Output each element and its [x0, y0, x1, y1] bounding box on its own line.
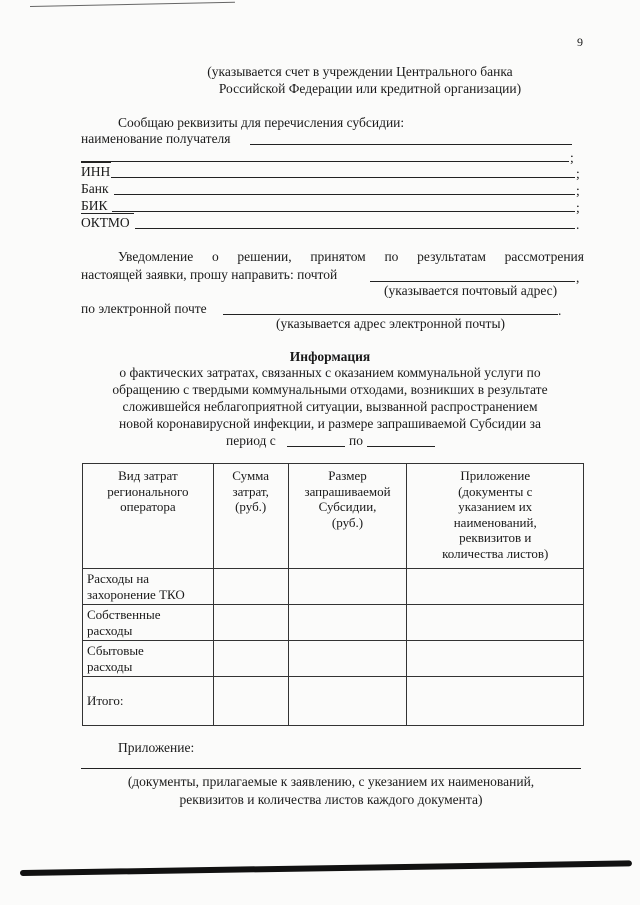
bik-label: БИК — [81, 198, 108, 213]
requisites-intro: Сообщаю реквизиты для перечисления субсидии: — [118, 115, 405, 130]
semicolon-1: ; — [570, 150, 574, 165]
email-field[interactable] — [223, 314, 558, 315]
account-note-line1: (указывается счет в учреждении Центрального банка — [207, 64, 513, 79]
cell-input[interactable] — [407, 605, 584, 641]
oktmo-label: ОКТМО — [81, 215, 130, 230]
period-from-label: период с — [226, 433, 276, 448]
semicolon-3: ; — [576, 183, 580, 198]
cell-input[interactable] — [288, 569, 407, 605]
cell-input[interactable] — [407, 569, 584, 605]
attachment-note-line1: (документы, прилагаемые к заявлению, с укезанием их наименований, — [127, 774, 535, 789]
period-to-label: по — [349, 433, 363, 448]
scan-artifact-top — [30, 2, 235, 7]
header-cost-sum: Сумма затрат, (руб.) — [213, 464, 288, 569]
recipient-field-line2[interactable] — [81, 161, 569, 162]
row-label-disposal: Расходы на захоронение ТКО — [83, 569, 214, 605]
row-label-total: Итого: — [83, 677, 214, 726]
cell-input[interactable] — [213, 605, 288, 641]
dot-1: . — [576, 217, 580, 232]
oktmo-overline — [81, 213, 134, 214]
scan-artifact-bottom — [20, 860, 632, 876]
cell-input[interactable] — [288, 641, 407, 677]
inn-label: ИНН — [81, 164, 111, 179]
cell-input[interactable] — [407, 677, 584, 726]
bik-field[interactable] — [112, 211, 575, 212]
period-to-field[interactable] — [367, 446, 435, 447]
postal-note: (указывается почтовый адрес) — [384, 283, 558, 298]
cell-input[interactable] — [213, 641, 288, 677]
inn-overline — [81, 162, 111, 163]
cell-input[interactable] — [407, 641, 584, 677]
cell-input[interactable] — [288, 605, 407, 641]
account-note-line2: Российской Федерации или кредитной организации) — [218, 81, 522, 96]
postal-address-field[interactable] — [370, 281, 575, 282]
cell-input[interactable] — [288, 677, 407, 726]
table-row — [83, 605, 584, 641]
page-number: 9 — [577, 35, 583, 49]
notification-line2: настоящей заявки, прошу направить: почтой — [81, 267, 338, 282]
inn-field[interactable] — [111, 177, 575, 178]
info-line2: обращению с твердыми коммунальными отходами, возникших в результате — [112, 382, 548, 397]
email-note: (указывается адрес электронной почты) — [276, 316, 506, 331]
costs-table — [82, 463, 584, 726]
table-row — [83, 677, 584, 726]
header-cost-type: Вид затрат регионального оператора — [83, 464, 214, 569]
info-line3: сложившейся неблагоприятной ситуации, вызванной распространением — [122, 399, 538, 414]
recipient-label: наименование получателя — [81, 131, 231, 146]
info-line4: новой коронавирусной инфекции, и размере запрашиваемой Субсидии за — [119, 416, 541, 431]
recipient-field[interactable] — [250, 144, 572, 145]
cell-input[interactable] — [213, 569, 288, 605]
attachment-note-line2: реквизитов и количества листов каждого документа) — [179, 792, 483, 807]
attachment-label: Приложение: — [118, 740, 195, 755]
table-row — [83, 569, 584, 605]
row-label-own-costs: Собственные расходы — [83, 605, 214, 641]
period-from-field[interactable] — [287, 446, 345, 447]
table-row — [83, 641, 584, 677]
comma-1: , — [576, 270, 580, 285]
table-header-row — [83, 464, 584, 569]
row-label-sales-costs: Сбытовые расходы — [83, 641, 214, 677]
header-attachment: Приложение (документы с указанием их наименований, реквизитов и количества листов) — [407, 464, 584, 569]
dot-2: . — [558, 303, 562, 318]
semicolon-4: ; — [576, 200, 580, 215]
bank-field[interactable] — [114, 194, 575, 195]
email-label: по электронной почте — [81, 301, 207, 316]
oktmo-field[interactable] — [135, 228, 575, 229]
semicolon-2: ; — [576, 166, 580, 181]
notification-line1: Уведомление о решении, принятом по результатам рассмотрения — [118, 249, 584, 264]
info-title: Информация — [289, 349, 371, 364]
info-line1: о фактических затратах, связанных с оказанием коммунальной услуги по — [119, 365, 541, 380]
attachment-field[interactable] — [81, 768, 581, 769]
bank-label: Банк — [81, 181, 109, 196]
header-subsidy-size: Размер запрашиваемой Субсидии, (руб.) — [288, 464, 407, 569]
cell-input[interactable] — [213, 677, 288, 726]
